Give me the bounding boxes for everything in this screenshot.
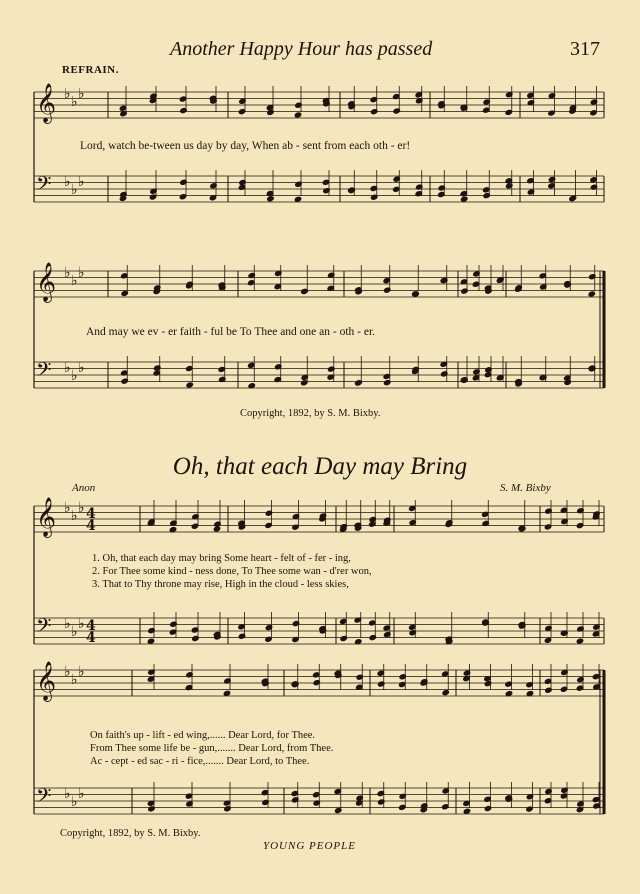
refrain-system-2-note (383, 379, 392, 386)
hymn-system-2-note (261, 799, 270, 806)
refrain-system-1-note (505, 182, 514, 189)
hymn-system-1-key-signature: ♭ (71, 508, 78, 524)
hymn-system-1-treble-clef: 𝄞 (36, 497, 57, 537)
hymn-system-2-key-signature: ♭ (71, 672, 78, 688)
refrain-system-1-note (266, 195, 275, 202)
hymn-system-2-note (312, 799, 321, 806)
time-signature: 4 (86, 518, 96, 534)
hymn-system-1-note (576, 625, 585, 632)
verse-3-line-a: 3. That to Thy throne may rise, High in the cloud - less skies, (92, 579, 349, 590)
composer-credit: Anon (72, 482, 96, 494)
hymn-system-2-note (291, 681, 300, 688)
refrain-system-1-note (347, 187, 356, 194)
hymn-system-2-key-signature: ♭ (64, 664, 71, 680)
hymn-system-2-note (334, 807, 343, 814)
hymn-system-2-note (484, 680, 493, 687)
refrain-system-2-note (274, 363, 283, 370)
refrain-system-1-note (209, 182, 218, 189)
refrain-system-1-note (179, 107, 188, 114)
refrain-system-1-note (294, 181, 303, 188)
hymn-system-2-note (592, 802, 601, 809)
refrain-system-2-key-signature: ♭ (71, 368, 78, 384)
hymn-system-2-key-signature: ♭ (78, 786, 85, 802)
time-signature: 4 (86, 506, 96, 522)
hymn-system-1-note (265, 624, 274, 631)
hymn-system-2-note (223, 805, 232, 812)
refrain-system-1-note (482, 192, 491, 199)
refrain-system-1-note (370, 108, 379, 115)
hymn-system-2-treble-clef: 𝄞 (36, 661, 57, 701)
refrain-system-2-note (440, 277, 449, 284)
refrain-system-1-note (392, 107, 401, 114)
hymn-system-1-key-signature: ♭ (64, 500, 71, 516)
refrain-system-2-note (327, 365, 336, 372)
hymn-system-2-note (355, 674, 364, 681)
hymn-system-2-note (223, 677, 232, 684)
hymn-system-2-note (377, 798, 386, 805)
page-footer: YOUNG PEOPLE (263, 840, 356, 852)
hymn-system-2-note (484, 805, 493, 812)
hymn-system-1-note (169, 621, 178, 628)
hymn-system-2-note (185, 671, 194, 678)
author-credit: S. M. Bixby (500, 482, 551, 494)
refrain-system-2-note (588, 365, 597, 372)
refrain-system-2-note (185, 381, 194, 388)
hymn-title: Oh, that each Day may Bring (172, 453, 468, 480)
refrain-lyric-line-1: Lord, watch be-tween us day by day, When ab - sent from each oth - er! (80, 140, 411, 152)
page-number: 317 (570, 38, 600, 60)
hymn-system-1-note (213, 521, 222, 528)
refrain-system-1-note (527, 188, 536, 195)
refrain-copyright: Copyright, 1892, by S. M. Bixby. (240, 408, 381, 419)
refrain-system-1-note (548, 176, 557, 183)
verse-3-line-b: Ac - cept - ed sac - ri - fice,....... Dear Lord, to Thee. (90, 756, 310, 767)
hymn-system-2-note (147, 668, 156, 675)
refrain-system-1-note (294, 102, 303, 109)
refrain-system-1-treble-clef: 𝄞 (36, 83, 57, 123)
refrain-system-1-note (238, 179, 247, 186)
refrain-system-2-note (153, 364, 162, 371)
refrain-system-2-treble-clef: 𝄞 (36, 262, 57, 302)
refrain-label: REFRAIN. (62, 64, 119, 76)
hymn-system-2-key-signature: ♭ (78, 664, 85, 680)
refrain-system-1-note (294, 111, 303, 118)
refrain-system-2-note (247, 272, 256, 279)
verse-1-line-a: 1. Oh, that each day may bring Some heart - felt of - fer - ing, (92, 553, 351, 564)
hymn-system-2-note (544, 687, 553, 694)
refrain-system-1-note (415, 183, 424, 190)
refrain-system-2-note (300, 288, 309, 295)
refrain-system-2-key-signature: ♭ (71, 273, 78, 289)
hymn-system-2-note (147, 805, 156, 812)
refrain-system-2-note (588, 273, 597, 280)
hymn-system-1-note (383, 631, 392, 638)
refrain-system-2-note (383, 286, 392, 293)
hymn-system-1-note (576, 507, 585, 514)
hymn-system-2-key-signature: ♭ (71, 794, 78, 810)
hymn-system-1-note (191, 635, 200, 642)
refrain-system-1-note (437, 184, 446, 191)
hymn-system-2-note (398, 793, 407, 800)
hymn-system-1-bass-clef: 𝄢 (36, 614, 52, 642)
time-signature: 4 (86, 618, 96, 634)
hymn-system-2-note (576, 676, 585, 683)
refrain-system-1-key-signature: ♭ (71, 182, 78, 198)
verse-2-line-a: 2. For Thee some kind - ness done, To Thee some wan - d'rer won, (92, 566, 372, 577)
hymn-system-2-note (544, 788, 553, 795)
hymn-copyright: Copyright, 1892, by S. M. Bixby. (60, 828, 201, 839)
hymn-system-1-note (518, 525, 527, 532)
refrain-system-2-note (472, 368, 481, 375)
refrain-system-2-bass-clef: 𝄢 (36, 358, 52, 386)
hymn-system-1-note (481, 520, 490, 527)
refrain-system-2-key-signature: ♭ (78, 265, 85, 281)
refrain-system-1-note (370, 194, 379, 201)
hymn-system-1-note (481, 619, 490, 626)
hymn-system-1-key-signature: ♭ (78, 616, 85, 632)
refrain-lyric-line-2: And may we ev - er faith - ful be To Thee and one an - oth - er. (86, 326, 376, 338)
refrain-system-1-note (590, 184, 599, 191)
hymn-system-1-note (368, 516, 377, 523)
hymn-system-1-key-signature: ♭ (78, 500, 85, 516)
verse-1-line-b: On faith's up - lift - ed wing,...... Dear Lord, for Thee. (90, 730, 316, 741)
refrain-system-1-key-signature: ♭ (64, 174, 71, 190)
hymn-system-1-note (292, 620, 301, 627)
refrain-system-1-key-signature: ♭ (78, 86, 85, 102)
verse-2-line-b: From Thee some life be - gun,....... Dear Lord, from Thee. (90, 743, 334, 754)
refrain-system-2-note (440, 370, 449, 377)
hymn-system-1-note (408, 629, 417, 636)
refrain-system-1-key-signature: ♭ (78, 174, 85, 190)
refrain-system-1-bass-clef: 𝄢 (36, 172, 52, 200)
refrain-system-2-key-signature: ♭ (78, 360, 85, 376)
refrain-system-1-note (392, 175, 401, 182)
hymn-system-2-note (312, 679, 321, 686)
hymn-system-1-note (544, 507, 553, 514)
refrain-system-2-key-signature: ♭ (64, 265, 71, 281)
refrain-system-1-note (322, 187, 331, 194)
hymn-system-2-note (291, 796, 300, 803)
refrain-system-1-note (179, 179, 188, 186)
hymn-system-1-note (238, 633, 247, 640)
hymn-system-2-bass-clef: 𝄢 (36, 784, 52, 812)
hymn-system-1-key-signature: ♭ (64, 616, 71, 632)
running-title: Another Happy Hour has passed (170, 38, 433, 60)
hymn-system-1-note (339, 635, 348, 642)
hymn-system-2-note (377, 680, 386, 687)
hymn-system-2-note (398, 673, 407, 680)
refrain-system-2-note (484, 366, 493, 373)
hymn-system-2-key-signature: ♭ (64, 786, 71, 802)
hymn-system-2-note (441, 689, 450, 696)
refrain-system-2-key-signature: ♭ (64, 360, 71, 376)
hymn-system-1-note (147, 627, 156, 634)
hymn-system-1-note (265, 510, 274, 517)
refrain-system-2-note (120, 377, 129, 384)
refrain-system-2-note (460, 377, 469, 384)
refrain-system-2-note (218, 376, 227, 383)
refrain-system-2-note (460, 287, 469, 294)
hymn-system-1-key-signature: ♭ (71, 624, 78, 640)
time-signature: 4 (86, 630, 96, 646)
hymn-system-1-note (368, 634, 377, 641)
hymn-system-2-note (463, 669, 472, 676)
refrain-system-1-key-signature: ♭ (64, 86, 71, 102)
refrain-system-1-note (482, 98, 491, 105)
refrain-system-1-key-signature: ♭ (71, 94, 78, 110)
